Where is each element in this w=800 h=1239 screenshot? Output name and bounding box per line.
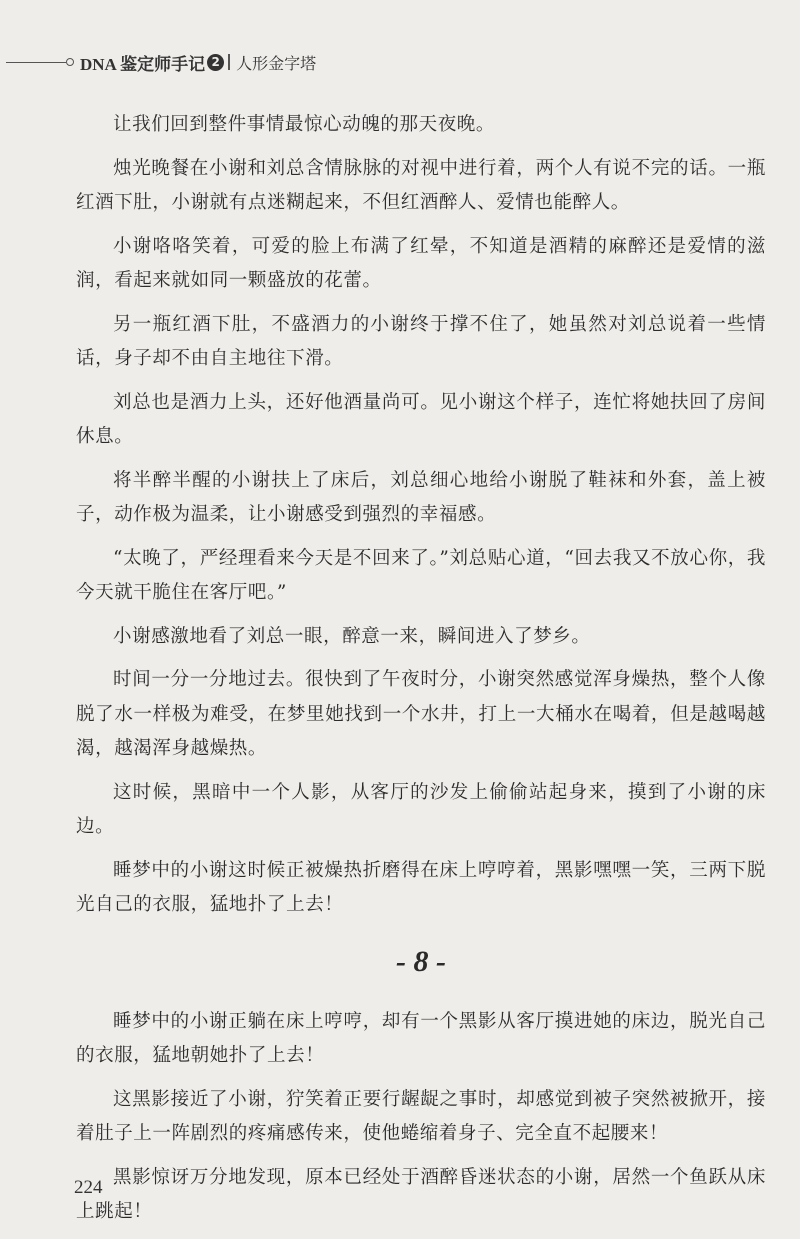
paragraph: 小谢咯咯笑着，可爱的脸上布满了红晕，不知道是酒精的麻醉还是爱情的滋润，看起来就如同一颗盛放的花蕾。 [76, 235, 766, 291]
volume-badge: 2 [207, 54, 224, 71]
paragraph: 时间一分一分地过去。很快到了午夜时分，小谢突然感觉浑身燥热，整个人像脱了水一样极为难受，在梦里她找到一个水井，打上一大桶水在喝着，但是越喝越渴，越渴浑身越燥热。 [76, 669, 766, 759]
paragraph: 让我们回到整件事情最惊心动魄的那天夜晚。 [113, 114, 496, 135]
paragraph: 这黑影接近了小谢，狞笑着正要行龌龊之事时，却感觉到被子突然被掀开，接着肚子上一阵剧烈的疼痛感传来，使他蜷缩着身子、完全直不起腰来！ [76, 1088, 766, 1144]
header-bullet [66, 58, 74, 66]
paragraph: 这时候，黑暗中一个人影，从客厅的沙发上偷偷站起身来，摸到了小谢的床边。 [76, 781, 766, 837]
paragraph: 刘总也是酒力上头，还好他酒量尚可。见小谢这个样子，连忙将她扶回了房间休息。 [76, 391, 766, 447]
paragraph: 睡梦中的小谢正躺在床上哼哼，却有一个黑影从客厅摸进她的床边，脱光自己的衣服，猛地朝她扑了上去！ [76, 1010, 766, 1066]
header-separator [228, 54, 230, 70]
paragraph: 另一瓶红酒下肚，不盛酒力的小谢终于撑不住了，她虽然对刘总说着一些情话，身子却不由自主地往下滑。 [76, 313, 766, 369]
page-number: 224 [74, 1177, 103, 1198]
paragraph: 烛光晚餐在小谢和刘总含情脉脉的对视中进行着，两个人有说不完的话。一瓶红酒下肚，小谢就有点迷糊起来，不但红酒醉人、爱情也能醉人。 [76, 157, 766, 213]
book-title: DNA 鉴定师手记 [80, 54, 206, 74]
paragraph: 将半醉半醒的小谢扶上了床后，刘总细心地给小谢脱了鞋袜和外套，盖上被子，动作极为温柔，让小谢感受到强烈的幸福感。 [76, 469, 766, 525]
header-rule [6, 62, 66, 63]
paragraph: “太晚了，严经理看来今天是不回来了。”刘总贴心道，“回去我又不放心你，我今天就干脆住在客厅吧。” [76, 547, 766, 603]
section-number: - 8 - [396, 944, 446, 978]
paragraph: 睡梦中的小谢这时候正被燥热折磨得在床上哼哼着，黑影嘿嘿一笑，三两下脱光自己的衣服，猛地扑了上去！ [76, 859, 766, 915]
book-subtitle: 人形金字塔 [236, 53, 317, 73]
paragraph: 小谢感激地看了刘总一眼，醉意一来，瞬间进入了梦乡。 [113, 625, 591, 647]
page-body [76, 108, 766, 1239]
paragraph: 黑影惊讶万分地发现，原本已经处于酒醉昏迷状态的小谢，居然一个鱼跃从床上跳起！ [76, 1166, 766, 1222]
running-header [0, 50, 316, 74]
